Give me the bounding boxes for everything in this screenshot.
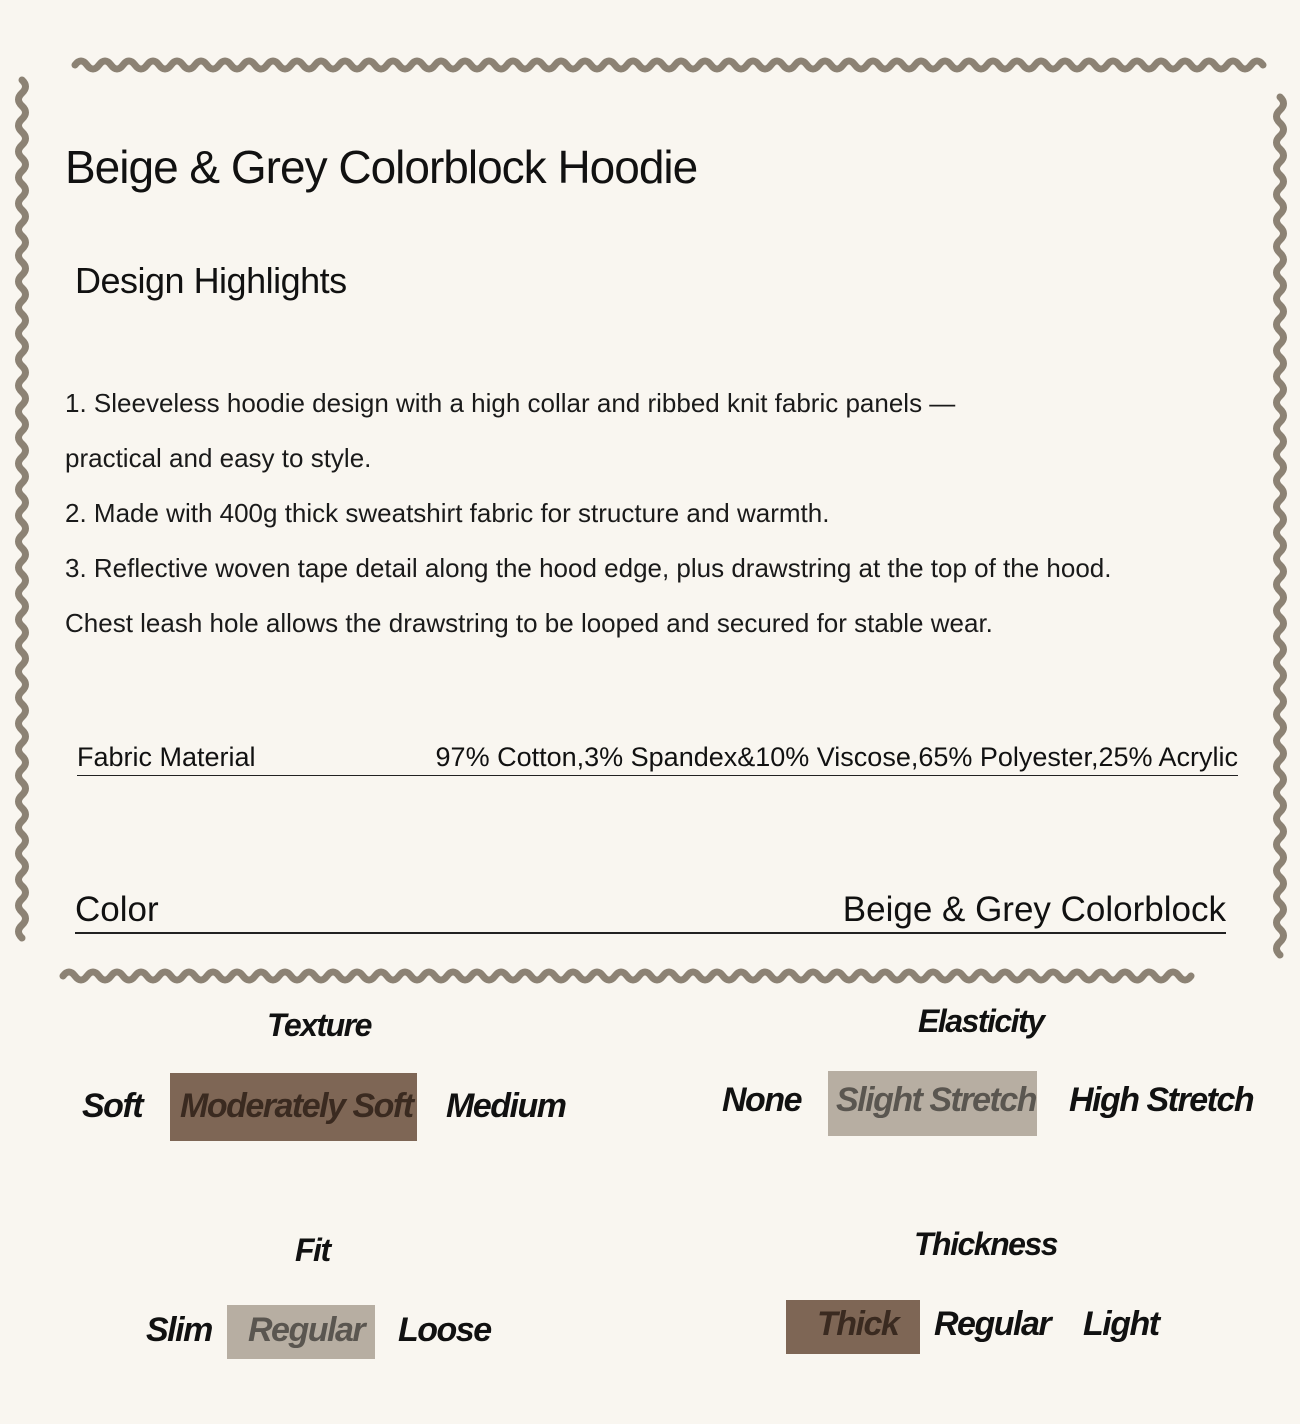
color-value: Beige & Grey Colorblock [842,890,1226,929]
highlight-line: 1. Sleeveless hoodie design with a high collar and ribbed knit fabric panels — [65,388,956,418]
highlight-line: practical and easy to style. [65,443,372,473]
texture-title: Texture [267,1007,371,1043]
wavy-border-right [1277,97,1284,955]
thickness-option-light: Light [1083,1305,1159,1343]
fit-option-regular: Regular [248,1311,365,1349]
thickness-option-thick: Thick [817,1305,899,1343]
elasticity-option-high-stretch: High Stretch [1069,1081,1254,1119]
texture-option-moderately-soft: Moderately Soft [180,1087,413,1125]
wavy-border-top [75,61,1263,69]
fabric-material-label: Fabric Material [77,742,256,772]
product-title: Beige & Grey Colorblock Hoodie [65,141,698,193]
wavy-border-left [19,80,26,938]
fit-title: Fit [295,1232,330,1268]
wavy-border-bottom [63,972,1191,980]
thickness-title: Thickness [914,1226,1058,1262]
color-row [75,880,1226,934]
fit-option-loose: Loose [398,1311,491,1349]
texture-option-medium: Medium [446,1087,566,1125]
elasticity-option-none: None [722,1081,801,1119]
fabric-material-row [77,730,1238,776]
fit-option-slim: Slim [146,1311,212,1349]
elasticity-option-slight-stretch: Slight Stretch [836,1081,1037,1119]
elasticity-title: Elasticity [918,1003,1044,1039]
color-label: Color [75,890,159,929]
highlight-line: 2. Made with 400g thick sweatshirt fabric for structure and warmth. [65,498,830,528]
highlight-line: Chest leash hole allows the drawstring to be looped and secured for stable wear. [65,608,993,638]
highlight-line: 3. Reflective woven tape detail along the hood edge, plus drawstring at the top of the hood. [65,553,1112,583]
section-title: Design Highlights [75,260,347,301]
thickness-option-regular: Regular [934,1305,1051,1343]
fabric-material-value: 97% Cotton,3% Spandex&10% Viscose,65% Polyester,25% Acrylic [435,742,1238,772]
texture-option-soft: Soft [82,1087,143,1125]
